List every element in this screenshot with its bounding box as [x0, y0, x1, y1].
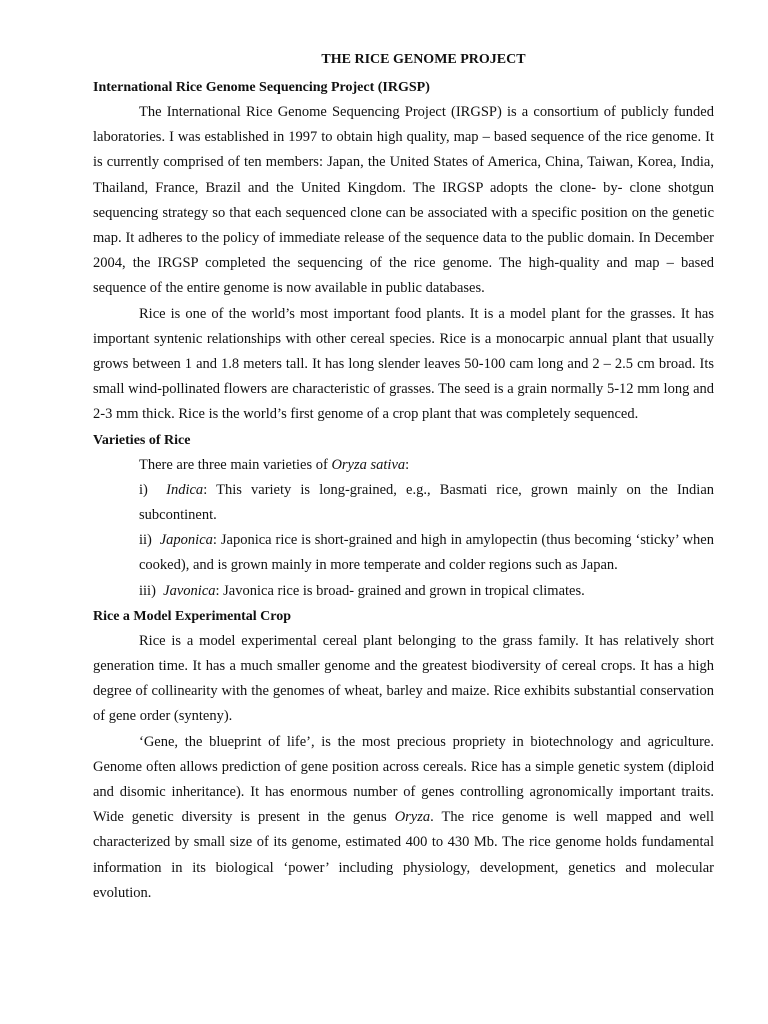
species-name: Oryza sativa	[331, 456, 406, 473]
variety-item-japonica	[93, 528, 714, 578]
list-marker: i)	[139, 481, 148, 498]
paragraph-gene-blueprint	[93, 730, 714, 906]
variety-description: : This variety is long-grained, e.g., Basmati rice, grown mainly on the Indian subcontinent.	[139, 481, 715, 524]
section-heading-varieties: Varieties of Rice	[93, 432, 191, 448]
genus-name: Oryza	[394, 809, 431, 826]
gene-text-start: ‘Gene, the blueprint of life’, is the most precious propriety in biotechnology and agriculture. Genome often allows prediction of gene position across cereals. Rice has a simple genetic system (diploid and disomic inheritance). It has enormous number of genes controlling agronomically important traits. Wide genetic diversity is present in the genus	[93, 733, 714, 826]
paragraph-rice-importance: Rice is one of the world’s most important food plants. It is a model plant for the grasses. It has important syntenic relationships with other cereal species. Rice is a monocarpic annual plant that usually grows between 1 and 1.8 meters tall. It has long slender leaves 50-100 cam long and 2 – 2.5 cm broad. Its small wind-pollinated flowers are characteristic of grasses. The seed is a grain normally 5-12 mm long and 2-3 mm thick. Rice is the world’s first genome of a crop plant that was completely sequenced.	[93, 305, 714, 423]
variety-name: Japonica	[159, 532, 213, 549]
section-heading-irgsp: International Rice Genome Sequencing Project (IRGSP)	[93, 80, 430, 95]
variety-name: Indica	[166, 481, 204, 498]
varieties-intro-text: There are three main varieties of	[139, 456, 332, 473]
variety-item-indica	[93, 478, 714, 528]
gene-text-end: . The rice genome is well mapped and well characterized by small size of its genome, estimated 400 to 430 Mb. The rice genome holds fundamental information in its biological ‘power’ including physiology, development, genetics and molecular evolution.	[93, 809, 714, 901]
list-marker: ii)	[139, 532, 152, 549]
variety-item-javonica	[93, 579, 714, 604]
varieties-intro-end: :	[405, 456, 410, 473]
variety-name: Javonica	[163, 582, 216, 599]
paragraph-varieties-intro	[93, 453, 714, 478]
section-heading-model-crop: Rice a Model Experimental Crop	[93, 608, 292, 624]
paragraph-irgsp: The International Rice Genome Sequencing Project (IRGSP) is a consortium of publicly funded laboratories. I was established in 1997 to obtain high quality, map – based sequence of the rice genome. It is currently comprised of ten members: Japan, the United States of America, China, Taiwan, Korea, India, Thailand, France, Brazil and the United Kingdom. The IRGSP adopts the clone- by- clone shotgun sequencing strategy so that each sequenced clone can be associated with a specific position on the genetic map. It adheres to the policy of immediate release of the sequence data to the public domain. In December 2004, the IRGSP completed the sequencing of the rice genome. The high-quality and map – based sequence of the entire genome is now available in public databases.	[93, 104, 714, 297]
page-title: THE RICE GENOME PROJECT	[321, 52, 526, 67]
variety-description: : Javonica rice is broad- grained and grown in tropical climates.	[215, 582, 585, 599]
paragraph-model-crop: Rice is a model experimental cereal plant belonging to the grass family. It has relatively short generation time. It has a much smaller genome and the greatest biodiversity of cereal crops. It has a high degree of collinearity with the genomes of wheat, barley and maize. Rice exhibits substantial conservation of gene order (synteny).	[93, 632, 714, 725]
variety-description: : Japonica rice is short-grained and high in amylopectin (thus becoming ‘sticky’ when cooked), and is grown mainly in more temperate and colder regions such as Japan.	[139, 532, 714, 574]
list-marker: iii)	[139, 582, 156, 599]
